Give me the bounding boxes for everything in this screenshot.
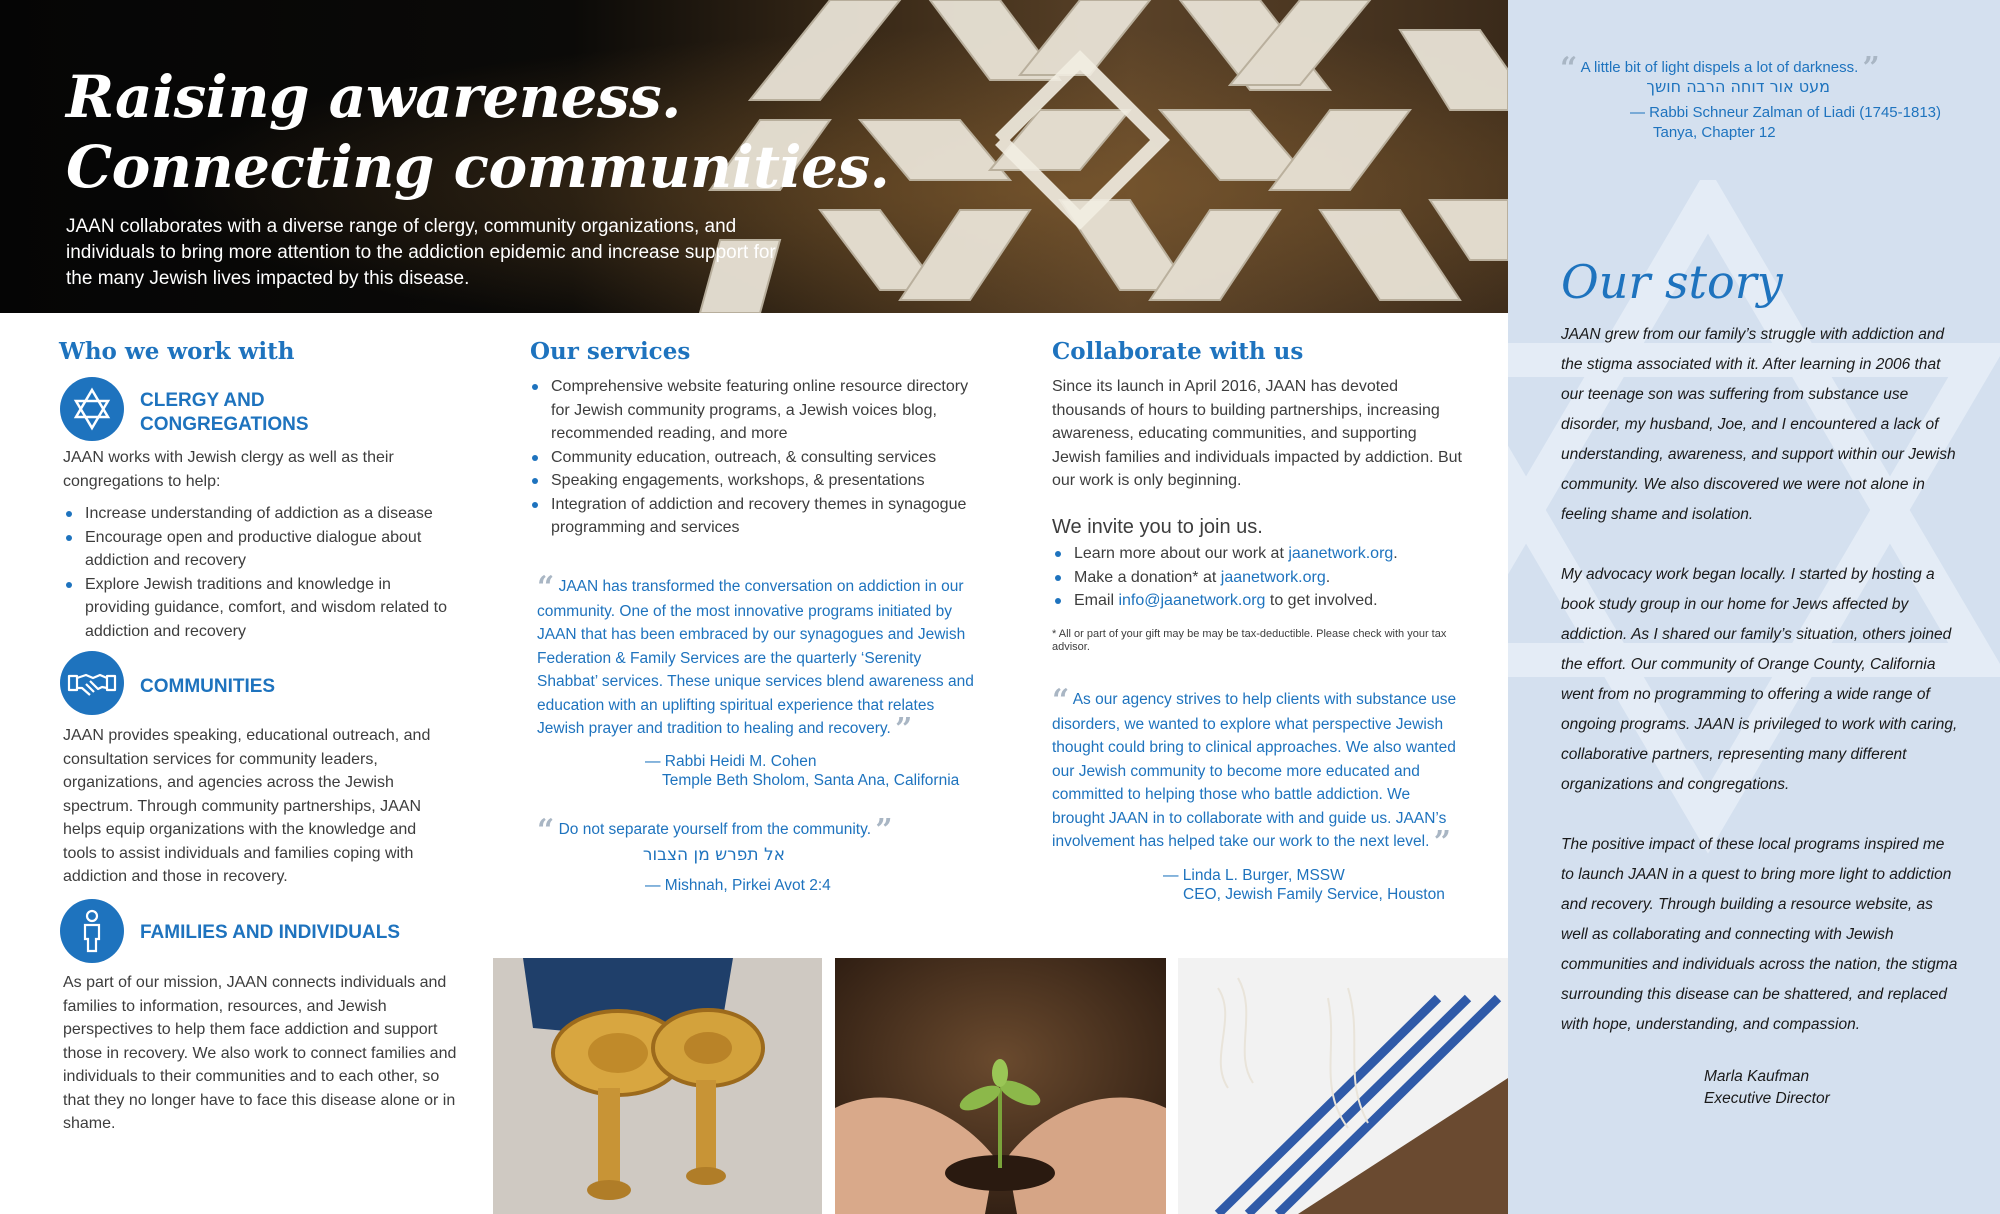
communities-label: COMMUNITIES [140,676,276,697]
tallit-photo [1178,958,1508,1214]
list-item: Increase understanding of addiction as a disease [63,502,453,526]
website-link[interactable]: jaanetwork.org [1288,545,1394,562]
list-item [1052,566,1472,590]
close-quote-icon: ” [1433,825,1451,860]
close-quote-icon: ” [895,712,913,747]
families-label: FAMILIES AND INDIVIDUALS [140,922,401,943]
who-we-work-with-heading: Who we work with [59,338,295,365]
signature-name: Marla Kaufman [1704,1068,1810,1085]
collaborate-heading: Collaborate with us [1052,338,1304,365]
mishnah-quote [537,813,977,848]
sidebar-quote-hebrew: מעט אור דוחה הרבה חושך [1646,77,1830,96]
story-paragraph: JAAN grew from our family’s struggle with addiction and the stigma associated with it. After learning in 2006 that our teenage son was suffering from substance use disorder, my husband, Joe, and I encountered a lack of understanding, awareness, and support within our Jewish community. We also discovered we were not alone in feeling shame and isolation. [1561,326,1956,523]
collaborate-testimonial [1052,683,1462,860]
signature [1704,1066,1830,1110]
open-quote-icon: “ [1052,683,1070,718]
star-of-david-icon [60,377,124,441]
email-link[interactable]: info@jaanetwork.org [1118,592,1266,609]
hero-title-line1: Raising awareness. [66,63,681,131]
collaborate-testimonial-attribution [1163,866,1445,904]
services-testimonial-attribution [645,752,959,790]
open-quote-icon: “ [537,813,555,848]
invite-item-text: Email [1074,592,1119,609]
our-services-heading: Our services [530,338,691,365]
list-item: Comprehensive website featuring online resource directory for Jewish community programs, a Jewish voices blog, recommended reading, and more [529,375,979,446]
our-story-heading: Our story [1561,255,1783,309]
testimonial-org: Temple Beth Sholom, Santa Ana, California [662,772,960,789]
collaborate-testimonial-text: As our agency strives to help clients with substance use disorders, we wanted to explore what perspective Jewish thought could bring to clinical approaches. We also wanted our Jewish community to become more educated and committed to helping those who battle addiction. We brought JAAN in to collaborate with and guide us. JAAN’s involvement has helped take our work to the next level. [1052,691,1457,850]
mishnah-quote-hebrew: אל תפרש מן הצבור [642,845,785,865]
invite-item-text: Learn more about our work at [1074,545,1289,562]
testimonial-author: — Linda L. Burger, MSSW [1163,867,1345,884]
open-quote-icon: “ [537,570,555,605]
collaborate-intro: Since its launch in April 2016, JAAN has devoted thousands of hours to building partnerships, increasing awareness, educating communities, and supporting Jewish families and individuals impacted by addiction. But our work is only beginning. [1052,378,1462,489]
families-icon-badge [60,899,124,963]
sidebar-quote-text: A little bit of light dispels a lot of darkness. [1580,59,1859,76]
testimonial-author: — Rabbi Heidi M. Cohen [645,753,817,770]
sidebar-quote-author: — Rabbi Schneur Zalman of Liadi (1745-1813) [1630,104,1942,121]
clergy-icon-badge [60,377,124,441]
hero-title-line2: Connecting communities. [66,133,890,201]
torah-scroll-photo [493,958,822,1214]
signature-title: Executive Director [1704,1090,1830,1107]
clergy-label-line1: CLERGY AND [140,390,265,411]
list-item: Speaking engagements, workshops, & presentations [529,469,979,493]
mishnah-quote-text: Do not separate yourself from the community. [558,821,872,838]
invite-heading: We invite you to join us. [1052,516,1263,538]
invite-list [1052,542,1472,613]
sidebar-quote-source: Tanya, Chapter 12 [1653,124,1776,141]
hero-banner [0,0,1508,313]
services-testimonial [537,570,977,747]
mishnah-source: — Mishnah, Pirkei Avot 2:4 [645,877,831,894]
invite-item-text: to get involved. [1265,592,1378,609]
hero-subtitle: JAAN collaborates with a diverse range of clergy, community organizations, and individuals to bring more attention to the addiction epidemic and increase support for the many Jewish lives impacted by this disease. [66,216,776,289]
open-quote-icon: “ [1560,51,1578,86]
donation-link[interactable]: jaanetwork.org [1220,568,1326,586]
list-item: Community education, outreach, & consulting services [529,446,979,470]
hero-title [66,62,889,202]
punctuation: . [1325,568,1331,586]
clergy-label [140,389,309,437]
services-testimonial-text: JAAN has transformed the conversation on addiction in our community. One of the most innovative programs initiated by JAAN that has been embraced by our synagogues and Jewish Federation & Family Services are the quarterly ‘Serenity Shabbat’ services. These unique services blend awareness and education with an uplifting spiritual experience that relates Jewish prayer and tradition to healing and recovery. [537,578,974,737]
clergy-intro: JAAN works with Jewish clergy as well as their congregations to help: [63,449,394,490]
our-story-body [1561,320,1961,1070]
story-paragraph: The positive impact of these local programs inspired me to launch JAAN in a quest to bring more light to addiction and recovery. Through building a resource website, as well as collaborating and connecting with Jewish communities and individuals across the nation, the stigma surrounding this disease can be shattered, and replaced with hope, understanding, and compassion. [1561,836,1958,1033]
story-paragraph: My advocacy work began locally. I started by hosting a book study group in our home for Jews affected by addiction. As I shared our family’s situation, others joined the effort. Our community of Orange County, California went from no programming to offering a wide range of ongoing programs. JAAN is privileged to work with caring, collaborative partners, representing many different organizations and congregations. [1561,566,1958,793]
punctuation: . [1393,545,1398,562]
clergy-bullet-list [63,502,453,643]
testimonial-org: CEO, Jewish Family Service, Houston [1183,886,1445,903]
families-text: As part of our mission, JAAN connects individuals and families to information, resources, and Jewish perspectives to help them face addiction and support those in recovery. We also work to connect families and individuals to their communities and to each other, so that they no longer have to face this disease alone or in shame. [63,974,457,1132]
list-item: Integration of addiction and recovery themes in synagogue programming and services [529,493,979,540]
communities-icon-badge [60,651,124,715]
person-icon [60,899,124,963]
close-quote-icon: ” [875,813,893,848]
list-item [1052,542,1472,566]
clergy-label-line2: CONGREGATIONS [140,414,309,435]
close-quote-icon: ” [1862,51,1880,86]
tax-footnote: * All or part of your gift may be may be tax-deductible. Please check with your tax advisor. [1052,628,1447,653]
hands-seedling-photo [835,958,1166,1214]
list-item [1052,589,1472,613]
services-bullet-list [529,375,979,540]
sidebar-quote [1560,51,1980,143]
invite-item-text: Make a donation* at [1074,568,1221,586]
list-item: Explore Jewish traditions and knowledge in providing guidance, comfort, and wisdom related to addiction and recovery [63,573,453,644]
communities-text: JAAN provides speaking, educational outreach, and consultation services for community leaders, organizations, and agencies across the Jewish spectrum. Through community partnerships, JAAN helps equip organizations with the knowledge and tools to assist individuals and families coping with addiction and those in recovery. [63,727,431,885]
handshake-icon [60,651,124,715]
list-item: Encourage open and productive dialogue about addiction and recovery [63,526,453,573]
